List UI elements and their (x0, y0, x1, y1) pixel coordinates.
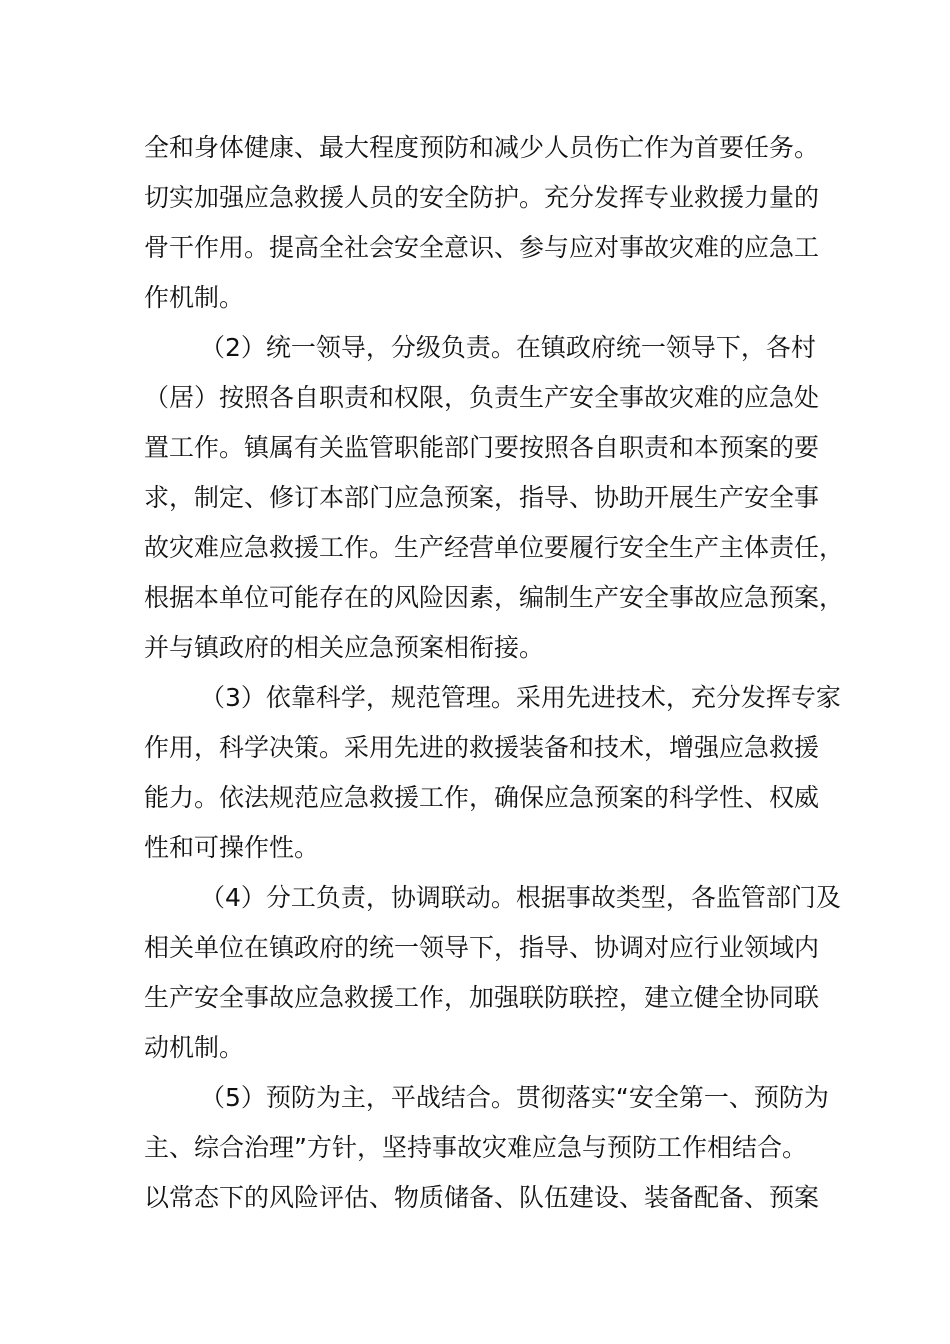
text-line: 能力。依法规范应急救援工作，确保应急预案的科学性、权威 (144, 783, 820, 812)
text-line: 全和身体健康、最大程度预防和减少人员伤亡作为首要任务。 (144, 133, 820, 162)
paragraph-4-start: （4）分工负责，协调联动。根据事故类型，各监管部门及 (200, 883, 841, 912)
text-line: 以常态下的风险评估、物质储备、队伍建设、装备配备、预案 (144, 1183, 820, 1212)
text-line: 相关单位在镇政府的统一领导下，指导、协调对应行业领域内 (144, 933, 820, 962)
paragraph-3-start: （3）依靠科学，规范管理。采用先进技术，充分发挥专家 (200, 683, 841, 712)
text-line: 故灾难应急救援工作。生产经营单位要履行安全生产主体责任， (144, 533, 845, 562)
paragraph-2-start: （2）统一领导，分级负责。在镇政府统一领导下，各村 (200, 333, 816, 362)
text-line: 作用，科学决策。采用先进的救援装备和技术，增强应急救援 (144, 733, 820, 762)
text-line: 置工作。镇属有关监管职能部门要按照各自职责和本预案的要 (144, 433, 820, 462)
text-line: （居）按照各自职责和权限，负责生产安全事故灾难的应急处 (144, 383, 820, 412)
text-line: 求，制定、修订本部门应急预案，指导、协助开展生产安全事 (144, 483, 820, 512)
text-line: 作机制。 (144, 283, 245, 312)
text-line: 生产安全事故应急救援工作，加强联防联控，建立健全协同联 (144, 983, 820, 1012)
text-line: 骨干作用。提高全社会安全意识、参与应对事故灾难的应急工 (144, 233, 820, 262)
text-line: 并与镇政府的相关应急预案相衔接。 (144, 633, 545, 662)
paragraph-5-start: （5）预防为主，平战结合。贯彻落实“安全第一、预防为 (200, 1083, 829, 1112)
text-line: 根据本单位可能存在的风险因素，编制生产安全事故应急预案， (144, 583, 845, 612)
text-line: 动机制。 (144, 1033, 245, 1062)
text-line: 性和可操作性。 (144, 833, 320, 862)
text-line: 切实加强应急救援人员的安全防护。充分发挥专业救援力量的 (144, 183, 820, 212)
text-line: 主、综合治理”方针，坚持事故灾难应急与预防工作相结合。 (144, 1133, 807, 1162)
